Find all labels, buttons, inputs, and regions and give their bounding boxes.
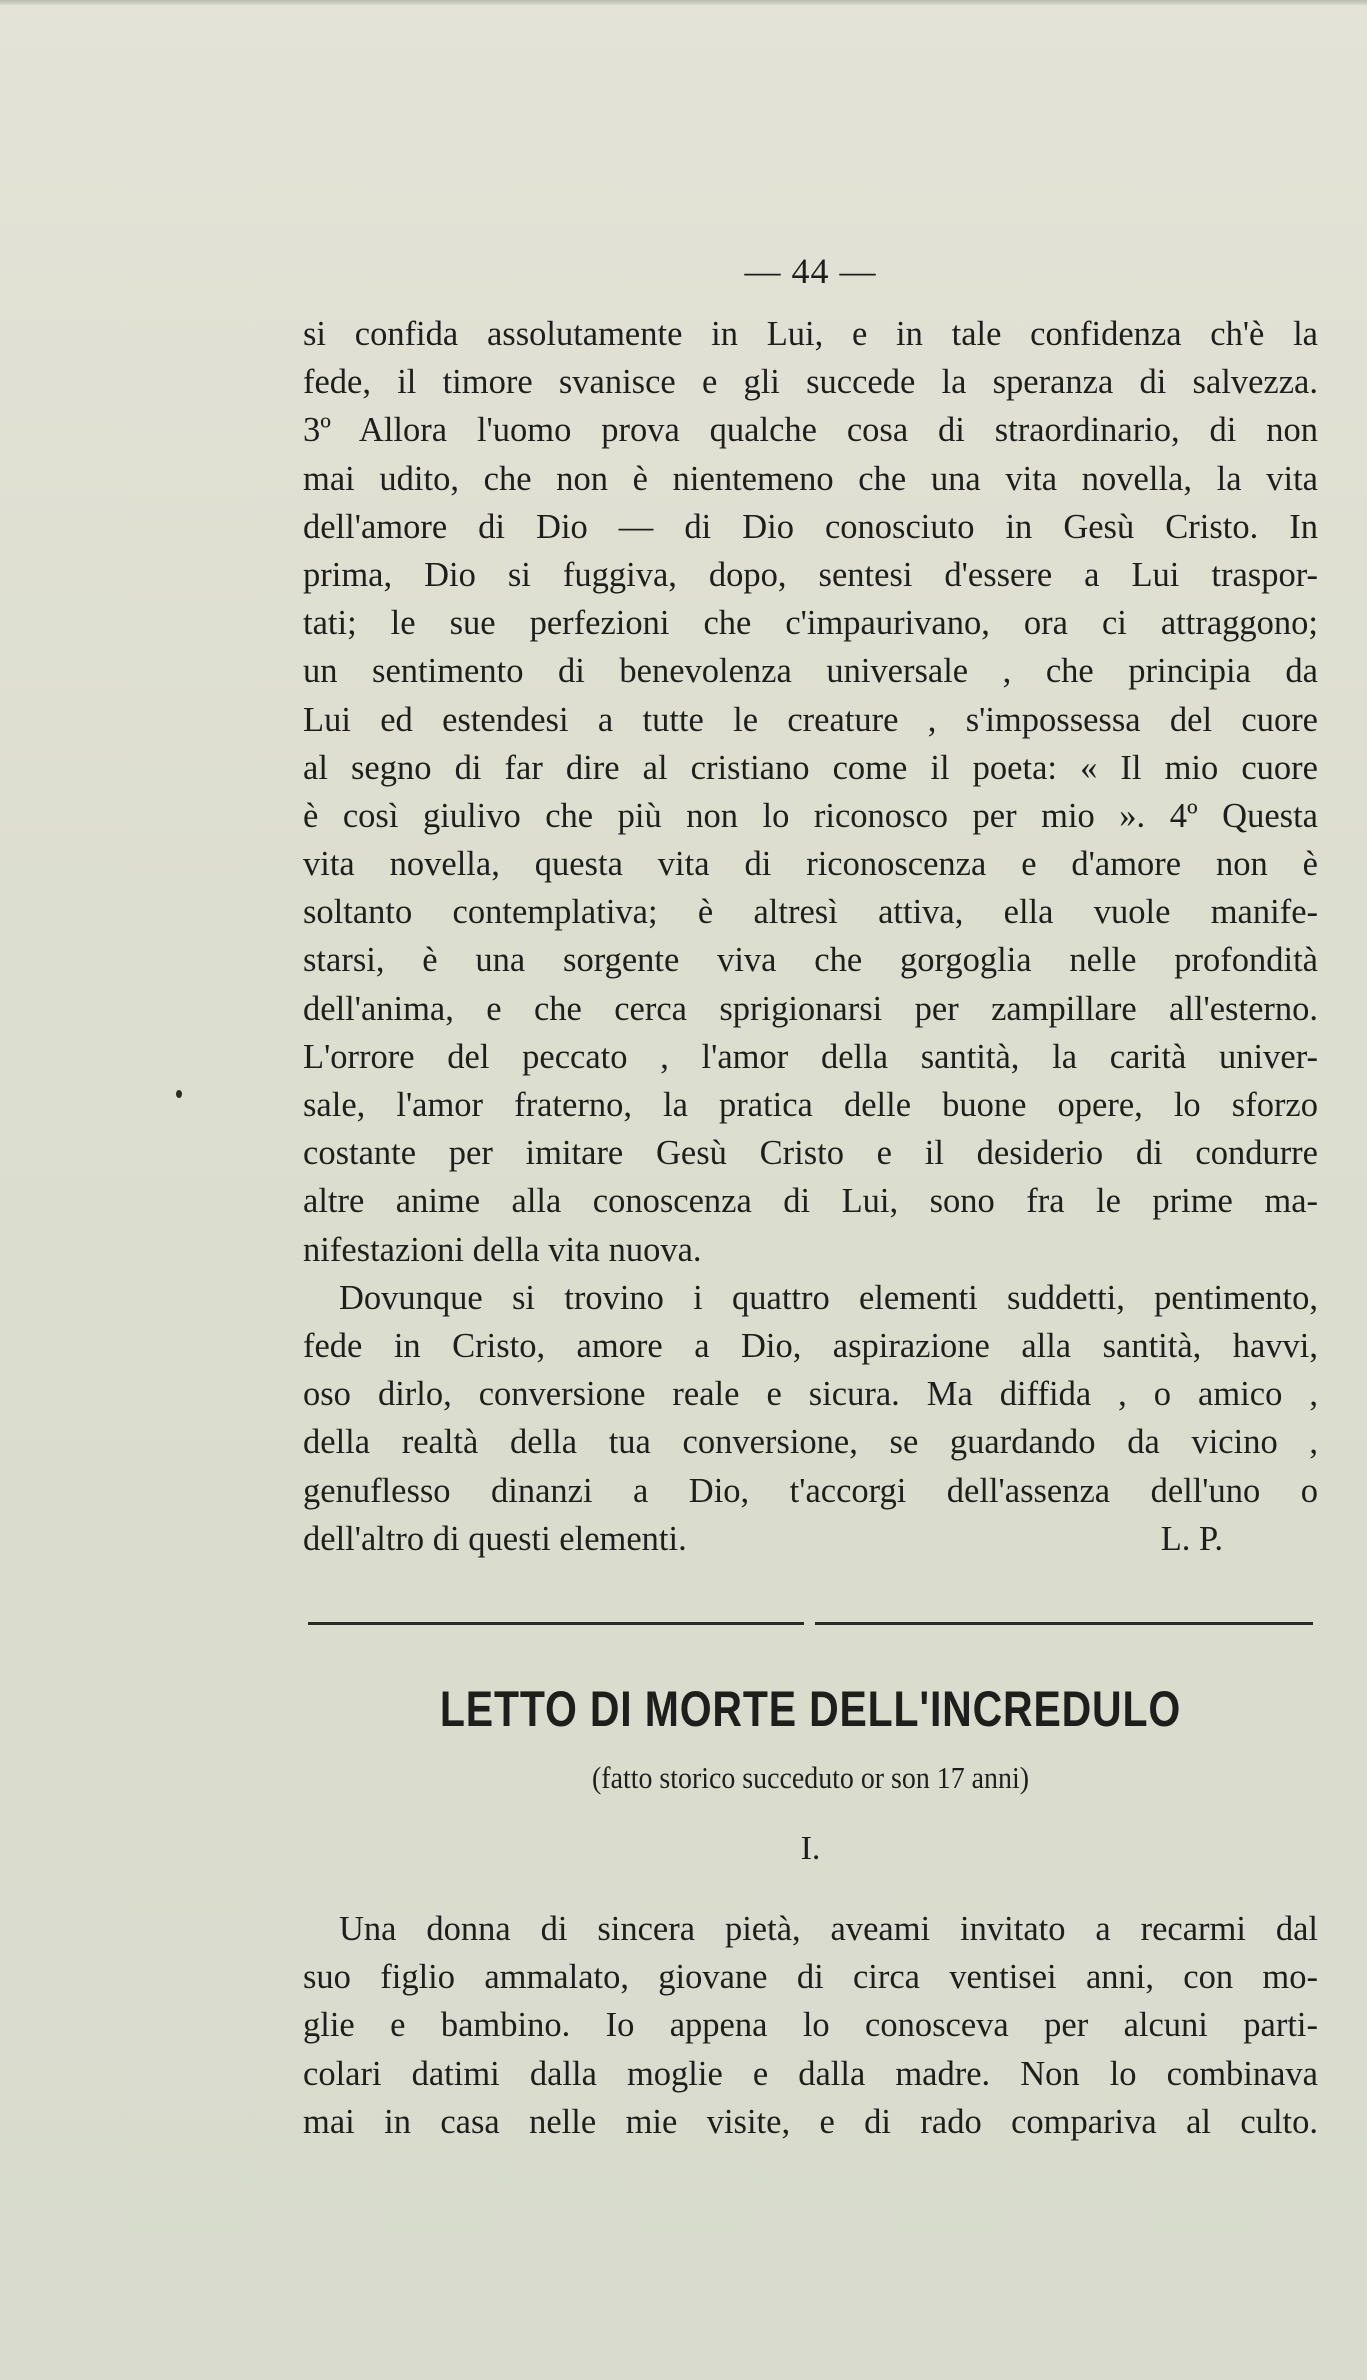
- divider-left: [308, 1622, 804, 1625]
- text-line: dell'anima, e che cerca sprigionarsi per zampillare all'esterno.: [303, 989, 1318, 1028]
- text-line: altre anime alla conoscenza di Lui, sono fra le prime ma-: [303, 1182, 1318, 1221]
- author-signature: L. P.: [1160, 1519, 1223, 1558]
- body-text: [303, 310, 1318, 1563]
- paragraph-first-line: Dovunque si trovino i quattro elementi suddetti, pentimento,: [339, 1278, 1318, 1317]
- text-line: nifestazioni della vita nuova.: [303, 1230, 702, 1269]
- text-line: sale, l'amor fraterno, la pratica delle buone opere, lo sforzo: [303, 1086, 1318, 1124]
- text-line: tati; le sue perfezioni che c'impaurivano, ora ci attraggono;: [303, 604, 1318, 643]
- page-edge-shadow: [0, 0, 1367, 6]
- text-line: mai udito, che non è nientemeno che una vita novella, la vita: [303, 459, 1318, 498]
- text-line: dell'amore di Dio — di Dio conosciuto in Gesù Cristo. In: [303, 507, 1318, 546]
- text-line: genuflesso dinanzi a Dio, t'accorgi dell'assenza dell'uno o: [303, 1471, 1318, 1510]
- text-line: della realtà della tua conversione, se guardando da vicino ,: [303, 1423, 1318, 1462]
- paragraph-first-line: Una donna di sincera pietà, aveami invitato a recarmi dal: [339, 1910, 1318, 1948]
- closing-line: [303, 1515, 1318, 1563]
- page-number: — 44 —: [744, 251, 877, 291]
- text-line: è così giulivo che più non lo riconosco per mio ». 4º Questa: [303, 796, 1318, 835]
- divider-right: [815, 1622, 1313, 1625]
- section-subtitle: (fatto storico succeduto or son 17 anni): [591, 1760, 1029, 1795]
- section-divider: [308, 1622, 1313, 1626]
- text-line: starsi, è una sorgente viva che gorgoglia nelle profondità: [303, 941, 1318, 980]
- text-line: si confida assolutamente in Lui, e in tale confidenza ch'è la: [303, 315, 1318, 353]
- text-line: fede, il timore svanisce e gli succede la speranza di salvezza.: [303, 363, 1318, 402]
- text-line: 3º Allora l'uomo prova qualche cosa di straordinario, di non: [303, 411, 1318, 450]
- text-line: al segno di far dire al cristiano come il poeta: « Il mio cuore: [303, 748, 1318, 787]
- text-line: Lui ed estendesi a tutte le creature , s'impossessa del cuore: [303, 700, 1318, 739]
- text-line: oso dirlo, conversione reale e sicura. Ma diffida , o amico ,: [303, 1375, 1318, 1414]
- ink-speck: [176, 1090, 182, 1098]
- section-body-text: [303, 1905, 1318, 2146]
- text-line: colari datimi dalla moglie e dalla madre. Non lo combinava: [303, 2054, 1318, 2093]
- section-numeral: I.: [800, 1830, 821, 1867]
- text-line: vita novella, questa vita di riconoscenza e d'amore non è: [303, 845, 1318, 884]
- section-title: LETTO DI MORTE DELL'INCREDULO: [439, 1681, 1182, 1737]
- text-line: prima, Dio si fuggiva, dopo, sentesi d'essere a Lui traspor-: [303, 555, 1318, 594]
- text-line: fede in Cristo, amore a Dio, aspirazione alla santità, havvi,: [303, 1326, 1318, 1365]
- text-line: un sentimento di benevolenza universale , che principia da: [303, 652, 1318, 691]
- text-line: soltanto contemplativa; è altresì attiva, ella vuole manife-: [303, 893, 1318, 932]
- text-line: L'orrore del peccato , l'amor della santità, la carità univer-: [303, 1037, 1318, 1076]
- text-line: glie e bambino. Io appena lo conosceva per alcuni parti-: [303, 2006, 1318, 2045]
- text-line: costante per imitare Gesù Cristo e il desiderio di condurre: [303, 1134, 1318, 1173]
- text-line: suo figlio ammalato, giovane di circa ventisei anni, con mo-: [303, 1958, 1318, 1997]
- text-line: mai in casa nelle mie visite, e di rado compariva al culto.: [303, 2102, 1318, 2141]
- closing-text: dell'altro di questi elementi.: [303, 1519, 687, 1558]
